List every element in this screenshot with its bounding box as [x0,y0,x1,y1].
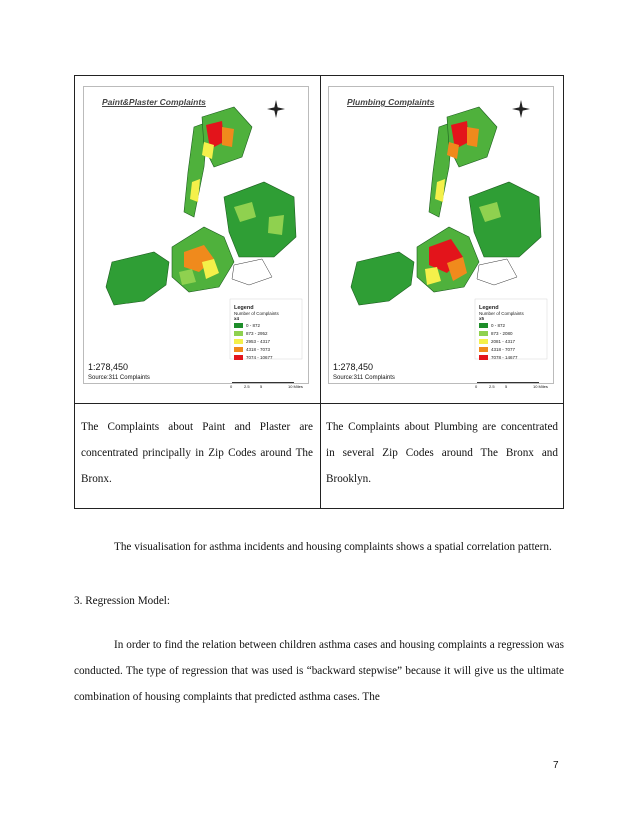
map-plumbing: Plumbing Complaints Legend Number of Complaints x5 0 - 872 873 - 2080 2081 - 4317 4318 - 7077 7078 - 14677 1:278,450 Source:311 Complaints 0 2.5 5 10 Miles [328,86,554,384]
legend-row: 7074 - 10677 [234,353,279,361]
map-scale: 1:278,450 [88,362,129,372]
legend-row: 4318 - 7073 [234,345,279,353]
paragraph-visualisation: The visualisation for asthma incidents and housing complaints shows a spatial correlation pattern. [114,541,552,553]
page-number: 7 [553,760,559,771]
section-heading: 3. Regression Model: [74,595,171,607]
scale-bar [232,379,294,383]
legend-row: 873 - 2080 [479,329,524,337]
map-title: Paint&Plaster Complaints [102,97,206,107]
legend-row: 7078 - 14677 [479,353,524,361]
table-divider-horizontal [75,403,563,404]
legend-row: 2953 - 4317 [234,337,279,345]
legend-subtitle: Number of Complaints [234,311,279,316]
map-legend [234,305,279,361]
legend-subtitle: Number of Complaints [479,311,524,316]
scale-bar [477,379,539,383]
caption-plumbing: The Complaints about Plumbing are concentrated in several Zip Codes around The Bronx and Brooklyn. [326,421,558,485]
legend-row: 2081 - 4317 [479,337,524,345]
legend-row: 0 - 872 [234,321,279,329]
compass-icon [512,100,530,118]
map-scale: 1:278,450 [333,362,374,372]
map-paint-plaster: Paint&Plaster Complaints Legend Number of Complaints x4 0 - 872 873 - 2952 2953 - 4317 4318 - 7073 7074 - 10677 1:278,450 Source:311 Complaints 0 2.5 5 10 Miles [83,86,309,384]
legend-row: 0 - 872 [479,321,524,329]
paragraph-regression: In order to find the relation between children asthma cases and housing complaints a regression was conducted. The type of regression that was used is “backward stepwise” because it will give us the ultimate combination of housing complaints that predicted asthma cases. The [74,639,564,703]
compass-icon [267,100,285,118]
table-divider-vertical [320,76,321,508]
map-source: Source:311 Complaints [88,375,150,381]
legend-field: x5 [479,316,485,321]
caption-paint-plaster: The Complaints about Paint and Plaster are concentrated principally in Zip Codes around The Bronx. [81,421,313,485]
legend-field: x4 [234,316,240,321]
map-legend [479,305,524,361]
map-title: Plumbing Complaints [347,97,435,107]
legend-row: 873 - 2952 [234,329,279,337]
legend-title: Legend [479,305,499,311]
legend-row: 4318 - 7077 [479,345,524,353]
legend-title: Legend [234,305,254,311]
figure-table [74,75,564,509]
map-source: Source:311 Complaints [333,375,395,381]
